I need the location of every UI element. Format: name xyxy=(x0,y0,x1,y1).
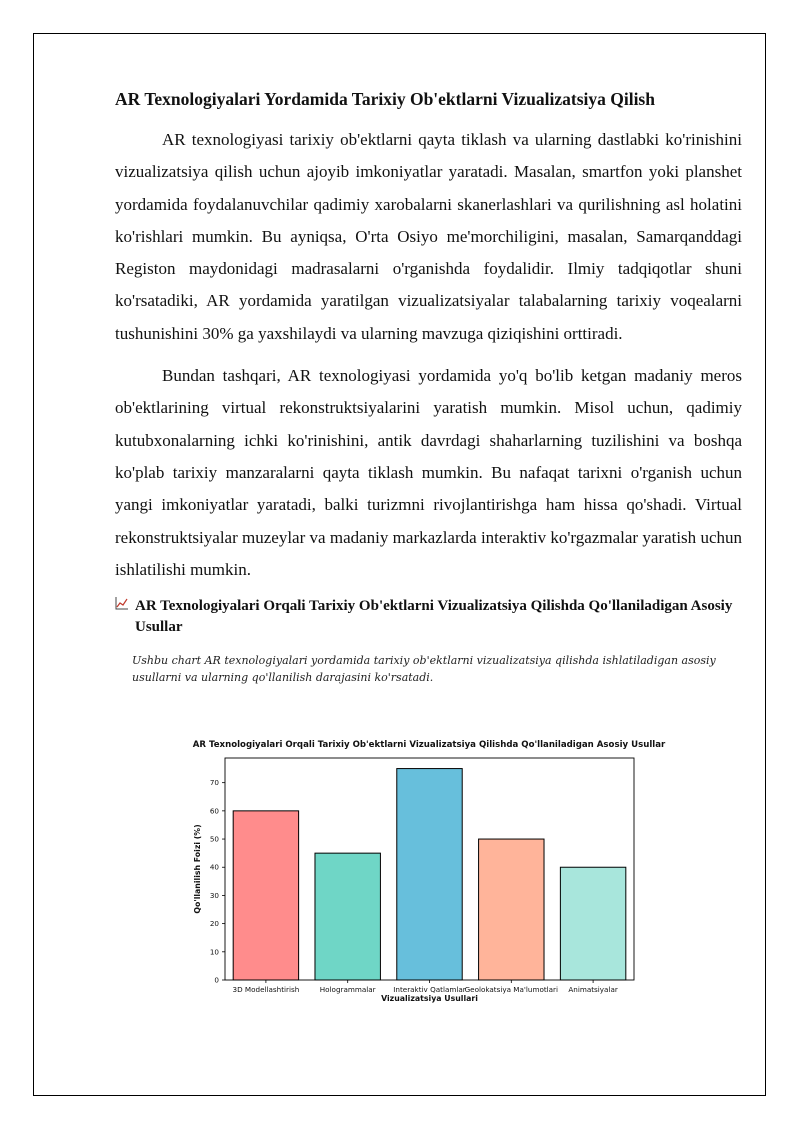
bar-4 xyxy=(479,839,544,980)
document-heading: AR Texnologiyalari Yordamida Tarixiy Ob'ektlarni Vizualizatsiya Qilish xyxy=(115,89,655,109)
x-tick-label-4: Geolokatsiya Ma'lumotlari xyxy=(464,985,559,994)
section-title xyxy=(115,596,742,638)
y-tick-label-5: 50 xyxy=(209,834,219,844)
y-tick-label-4: 40 xyxy=(209,862,219,872)
y-tick-label-1: 10 xyxy=(209,947,219,957)
chart-title: AR Texnologiyalari Orqali Tarixiy Ob'ektlarni Vizualizatsiya Qilishda Qo'llaniladigan Asosiy Usullar xyxy=(192,740,666,750)
x-axis-label: Vizualizatsiya Usullari xyxy=(381,994,478,1003)
paragraph-1: AR texnologiyasi tarixiy ob'ektlarni qayta tiklash va ularning dastlabki ko'rinishini vizualizatsiya qilish uchun ajoyib imkoniyatlar yaratadi. Masalan, smartfon yoki planshet yordamida foydalanuvchilar qadimiy xarobalarni skanerlashlari va qurilishning asl holatini ko'rishlari mumkin. Bu ayniqsa, O'rta Osiyo me'morchiligini, masalan, Samarqanddagi Registon maydonidagi madrasalarni o'rganishda foydalidir. Ilmiy tadqiqotlar shuni ko'rsatadiki, AR yordamida yaratilgan vizualizatsiyalar talabalarning tarixiy voqealarni tushunishini 30% ga yaxshilaydi va ularning mavzuga qiziqishini orttiradi. xyxy=(115,130,742,343)
bar-1 xyxy=(233,811,298,980)
bar-3 xyxy=(397,769,462,980)
bar-5 xyxy=(560,867,625,980)
y-tick-label-2: 20 xyxy=(209,919,219,929)
y-tick-label-7: 70 xyxy=(209,778,219,788)
y-tick-label-6: 60 xyxy=(209,806,219,816)
document-body xyxy=(115,84,742,686)
x-tick-label-5: Animatsiyalar xyxy=(568,985,618,994)
x-tick-label-1: 3D Modellashtirish xyxy=(232,985,300,994)
chart-caption: Ushbu chart AR texnologiyalari yordamida tarixiy ob'ektlarni vizualizatsiya qilishda ishlatiladigan asosiy usullarni va ularning qo'llanilish darajasini ko'rsatadi. xyxy=(132,654,716,685)
chart-increasing-icon xyxy=(115,596,131,638)
y-axis-label: Qo'llanilish Foizi (%) xyxy=(193,824,202,914)
bar-chart-svg xyxy=(160,733,705,1008)
y-tick-label-0: 0 xyxy=(214,975,219,985)
section-title-text: AR Texnologiyalari Orqali Tarixiy Ob'ektlarni Vizualizatsiya Qilishda Qo'llaniladigan Asosiy Usullar xyxy=(135,598,733,636)
x-tick-label-2: Hologrammalar xyxy=(319,985,376,994)
y-tick-label-3: 30 xyxy=(209,890,219,900)
x-tick-label-3: Interaktiv Qatlamlar xyxy=(393,985,466,994)
paragraph-2: Bundan tashqari, AR texnologiyasi yordamida yo'q bo'lib ketgan madaniy meros ob'ektlarining virtual rekonstruktsiyalarini yaratish mumkin. Misol uchun, qadimiy kutubxonalarning ichki ko'rinishini, antik davrdagi shaharlarning tuzilishini va boshqa ko'plab tarixiy manzaralarni qayta tiklash mumkin. Bu nafaqat tarixni o'rganish uchun yangi imkoniyatlar yaratadi, balki turizmni rivojlantirishga ham hissa qo'shadi. Virtual rekonstruktsiyalar muzeylar va madaniy markazlarda interaktiv ko'rgazmalar yaratish uchun ishlatilishi mumkin. xyxy=(115,366,742,579)
chart xyxy=(160,733,705,1008)
bar-2 xyxy=(315,853,380,980)
